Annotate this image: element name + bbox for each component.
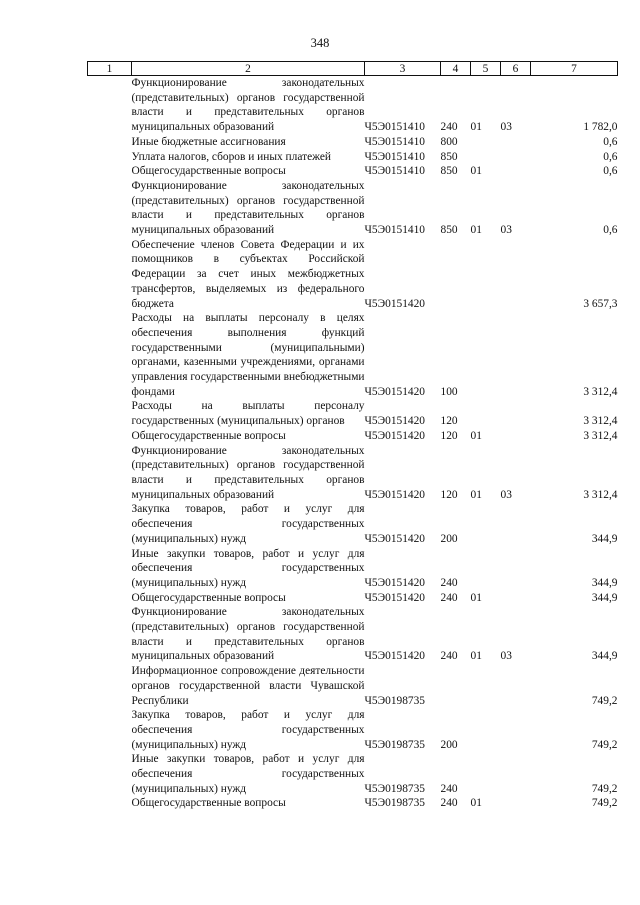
row-section: 01 xyxy=(470,797,482,810)
row-expense-type: 240 xyxy=(440,576,458,589)
row-name: Обеспечение членов Совета Федерации и их помощников в субъектах Российской Федерации за счет иных межбюджетных трансфертов, выделяемых из федерального бюджета xyxy=(131,238,365,310)
row-amount: 3 312,4 xyxy=(583,488,618,501)
table-row xyxy=(88,444,618,503)
row-amount: 0,6 xyxy=(603,150,618,163)
row-section xyxy=(471,311,501,399)
row-blank-cell xyxy=(88,591,132,606)
row-expense-type: 120 xyxy=(440,415,458,428)
row-name: Общегосударственные вопросы xyxy=(131,591,286,604)
row-subsection xyxy=(501,135,531,150)
row-expense-type: 240 xyxy=(440,782,458,795)
row-target-code: Ч5Э0151410 xyxy=(364,121,425,134)
row-section: 01 xyxy=(470,591,482,604)
table-row xyxy=(88,179,618,238)
row-section: 01 xyxy=(470,650,482,663)
column-header-5: 5 xyxy=(471,62,501,76)
row-section xyxy=(471,238,501,312)
row-target-code: Ч5Э0151420 xyxy=(364,429,425,442)
row-expense-type: 120 xyxy=(440,429,458,442)
row-amount: 3 657,3 xyxy=(583,297,618,310)
table-row xyxy=(88,238,618,312)
row-target-code: Ч5Э0198735 xyxy=(364,694,425,707)
row-subsection xyxy=(501,429,531,444)
table-row xyxy=(88,76,618,135)
table-row xyxy=(88,796,618,811)
row-amount: 344,9 xyxy=(591,532,618,545)
row-amount: 344,9 xyxy=(591,576,618,589)
page-number: 348 xyxy=(310,36,330,50)
row-subsection xyxy=(501,664,531,708)
row-section xyxy=(471,135,501,150)
row-subsection xyxy=(501,752,531,796)
table-row xyxy=(88,150,618,165)
row-section: 01 xyxy=(470,165,482,178)
row-expense-type xyxy=(441,664,471,708)
row-target-code: Ч5Э0151410 xyxy=(364,224,425,237)
row-name: Функционирование законодательных (представительных) органов государственной власти и представительных органов муниципальных образований xyxy=(131,606,365,663)
table-row xyxy=(88,135,618,150)
row-amount: 749,2 xyxy=(591,738,618,751)
row-target-code: Ч5Э0151420 xyxy=(364,650,425,663)
row-target-code: Ч5Э0151410 xyxy=(364,165,425,178)
row-subsection xyxy=(501,708,531,752)
row-name: Иные закупки товаров, работ и услуг для обеспечения государственных (муниципальных) нужд xyxy=(131,753,365,795)
row-subsection xyxy=(501,591,531,606)
row-name: Функционирование законодательных (представительных) органов государственной власти и представительных органов муниципальных образований xyxy=(131,179,365,237)
row-expense-type: 800 xyxy=(440,135,458,148)
row-blank-cell xyxy=(88,164,132,179)
row-subsection xyxy=(501,164,531,179)
row-expense-type: 200 xyxy=(440,738,458,751)
row-target-code: Ч5Э0151420 xyxy=(364,415,425,428)
row-name: Информационное сопровождение деятельности органов государственной власти Чувашской Республики xyxy=(131,665,365,707)
row-blank-cell xyxy=(88,502,132,546)
table-row xyxy=(88,591,618,606)
table-row xyxy=(88,399,618,428)
row-expense-type: 240 xyxy=(440,797,458,810)
row-target-code: Ч5Э0198735 xyxy=(364,797,425,810)
row-name: Закупка товаров, работ и услуг для обеспечения государственных (муниципальных) нужд xyxy=(131,503,365,545)
table-header-row xyxy=(88,62,618,76)
row-name: Уплата налогов, сборов и иных платежей xyxy=(131,150,331,163)
row-section xyxy=(471,547,501,591)
table-row xyxy=(88,664,618,708)
row-target-code: Ч5Э0151420 xyxy=(364,385,425,398)
row-blank-cell xyxy=(88,399,132,428)
row-blank-cell xyxy=(88,444,132,503)
row-expense-type: 850 xyxy=(440,150,458,163)
row-section xyxy=(471,150,501,165)
row-subsection xyxy=(501,311,531,399)
row-name: Функционирование законодательных (представительных) органов государственной власти и представительных органов муниципальных образований xyxy=(131,77,365,134)
row-expense-type: 240 xyxy=(440,121,458,134)
table-row xyxy=(88,164,618,179)
row-name: Расходы на выплаты персоналу в целях обеспечения выполнения функций государственными (муниципальными) органами, казенными учреждениями, органами управления государственными внебюджетными фондами xyxy=(131,312,365,398)
row-subsection xyxy=(501,238,531,312)
row-section: 01 xyxy=(470,429,482,442)
row-blank-cell xyxy=(88,547,132,591)
row-section xyxy=(471,752,501,796)
row-subsection xyxy=(501,547,531,591)
column-header-2: 2 xyxy=(132,62,365,76)
row-subsection: 03 xyxy=(500,488,512,501)
row-subsection xyxy=(501,150,531,165)
row-target-code: Ч5Э0151420 xyxy=(364,488,425,501)
budget-table xyxy=(87,61,618,811)
row-subsection xyxy=(501,796,531,811)
column-header-7: 7 xyxy=(531,62,618,76)
column-header-3: 3 xyxy=(365,62,441,76)
row-blank-cell xyxy=(88,796,132,811)
row-amount: 344,9 xyxy=(591,650,618,663)
table-row xyxy=(88,311,618,399)
table-row xyxy=(88,708,618,752)
row-blank-cell xyxy=(88,708,132,752)
row-amount: 0,6 xyxy=(603,165,618,178)
column-header-6: 6 xyxy=(501,62,531,76)
row-blank-cell xyxy=(88,150,132,165)
row-subsection: 03 xyxy=(500,121,512,134)
row-blank-cell xyxy=(88,605,132,664)
row-name: Общегосударственные вопросы xyxy=(131,797,286,810)
row-amount: 749,2 xyxy=(591,694,618,707)
row-target-code: Ч5Э0151420 xyxy=(364,576,425,589)
row-blank-cell xyxy=(88,429,132,444)
row-expense-type: 120 xyxy=(440,488,458,501)
row-expense-type: 240 xyxy=(440,650,458,663)
row-amount: 3 312,4 xyxy=(583,415,618,428)
table-row xyxy=(88,752,618,796)
row-blank-cell xyxy=(88,311,132,399)
row-subsection: 03 xyxy=(500,650,512,663)
row-expense-type: 850 xyxy=(440,224,458,237)
row-blank-cell xyxy=(88,135,132,150)
row-amount: 3 312,4 xyxy=(583,385,618,398)
row-target-code: Ч5Э0151410 xyxy=(364,150,425,163)
row-amount: 344,9 xyxy=(591,591,618,604)
row-target-code: Ч5Э0198735 xyxy=(364,738,425,751)
row-target-code: Ч5Э0151420 xyxy=(364,591,425,604)
row-name: Иные бюджетные ассигнования xyxy=(131,135,286,148)
row-blank-cell xyxy=(88,238,132,312)
row-blank-cell xyxy=(88,76,132,135)
row-expense-type: 240 xyxy=(440,591,458,604)
table-row xyxy=(88,605,618,664)
row-subsection xyxy=(501,399,531,428)
column-header-4: 4 xyxy=(441,62,471,76)
row-section xyxy=(471,502,501,546)
table-row xyxy=(88,429,618,444)
row-target-code: Ч5Э0151410 xyxy=(364,135,425,148)
row-blank-cell xyxy=(88,664,132,708)
row-target-code: Ч5Э0198735 xyxy=(364,782,425,795)
row-name: Иные закупки товаров, работ и услуг для обеспечения государственных (муниципальных) нужд xyxy=(131,547,365,589)
row-subsection: 03 xyxy=(500,224,512,237)
row-expense-type xyxy=(441,238,471,312)
row-section: 01 xyxy=(470,121,482,134)
row-target-code: Ч5Э0151420 xyxy=(364,532,425,545)
row-amount: 0,6 xyxy=(603,224,618,237)
row-name: Общегосударственные вопросы xyxy=(131,165,286,178)
row-amount: 3 312,4 xyxy=(583,429,618,442)
row-name: Расходы на выплаты персоналу государственных (муниципальных) органов xyxy=(131,400,365,428)
row-name: Функционирование законодательных (представительных) органов государственной власти и представительных органов муниципальных образований xyxy=(131,444,365,501)
column-header-1: 1 xyxy=(88,62,132,76)
row-target-code: Ч5Э0151420 xyxy=(364,297,425,310)
row-name: Закупка товаров, работ и услуг для обеспечения государственных (муниципальных) нужд xyxy=(131,709,365,751)
row-subsection xyxy=(501,502,531,546)
row-amount: 749,2 xyxy=(591,782,618,795)
row-amount: 749,2 xyxy=(591,797,618,810)
row-section xyxy=(471,664,501,708)
row-section xyxy=(471,708,501,752)
row-expense-type: 850 xyxy=(440,165,458,178)
row-blank-cell xyxy=(88,179,132,238)
row-expense-type: 200 xyxy=(440,532,458,545)
row-section xyxy=(471,399,501,428)
row-blank-cell xyxy=(88,752,132,796)
row-section: 01 xyxy=(470,224,482,237)
table-row xyxy=(88,547,618,591)
table-row xyxy=(88,502,618,546)
row-amount: 1 782,0 xyxy=(583,121,618,134)
row-name: Общегосударственные вопросы xyxy=(131,429,286,442)
row-section: 01 xyxy=(470,488,482,501)
row-expense-type: 100 xyxy=(440,385,458,398)
row-amount: 0,6 xyxy=(603,135,618,148)
table-body xyxy=(88,62,618,812)
